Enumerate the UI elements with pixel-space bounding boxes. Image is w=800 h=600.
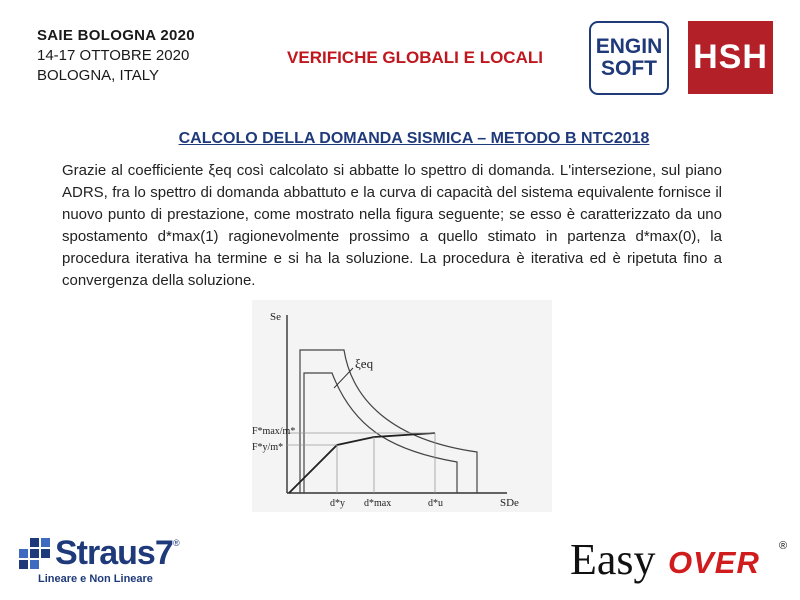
straus7-logo [18,536,218,586]
y-tick-fmax: F*max/m* [252,426,296,437]
x-axis-label: SDe [500,497,519,509]
y-tick-fy: F*y/m* [252,442,284,453]
easyover-registered-mark: ® [779,540,788,552]
straus7-grid-icon [18,538,52,572]
event-name: SAIE BOLOGNA 2020 [37,27,195,44]
easyover-logo [570,536,790,586]
enginsoft-logo-line2: SOFT [601,57,657,80]
enginsoft-logo-line1: ENGIN [595,35,663,58]
x-tick-du: d*u [428,498,443,509]
x-tick-dy: d*y [330,498,345,509]
adrs-diagram [252,300,552,512]
straus7-registered-mark: ® [173,538,180,548]
enginsoft-logo [589,21,669,95]
straus7-wordmark: Straus7 [55,534,173,572]
section-heading: CALCOLO DELLA DOMANDA SISMICA – METODO B NTC2018 [178,130,650,147]
slide-title: VERIFICHE GLOBALI E LOCALI [287,48,543,67]
straus7-tagline: Lineare e Non Lineare [38,573,153,585]
y-axis-label: Se [270,311,281,323]
hsh-logo-text: HSH [693,38,768,76]
curve-label: ξeq [355,356,374,371]
body-paragraph: Grazie al coefficiente ξeq così calcolato si abbatte lo spettro di domanda. L'intersezione, sul piano ADRS, fra lo spettro di domanda abbattuto e la curva di capacità del sistema equivalente fornisce il nuovo punto di prestazione, come mostrato nella figura seguente; se esso è caratterizzato da uno spostamento d*max(1) ragionevolmente prossimo a quello stimato in partenza d*max(0), la procedura iterativa ha termine e si ha la soluzione. La procedura è iterativa ed è ripetuta fino a convergenza della soluzione. [62,162,722,289]
hsh-logo [688,21,773,94]
event-location: BOLOGNA, ITALY [37,67,159,84]
easyover-over-text: OVER [668,545,760,580]
event-dates: 14-17 OTTOBRE 2020 [37,47,190,64]
x-tick-dmax: d*max [364,498,392,509]
easyover-easy-text: Easy [570,535,656,584]
event-info [37,26,195,86]
figure-background [252,300,552,512]
adrs-figure [252,300,552,512]
